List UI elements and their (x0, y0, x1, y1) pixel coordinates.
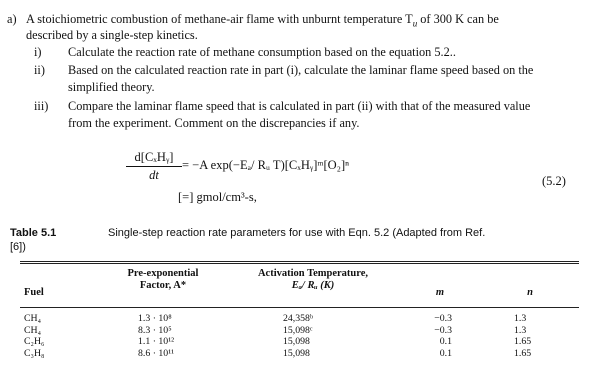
table-cell-activation: 24,358ᵇ (283, 313, 313, 324)
table-caption-text: Single-step reaction rate parameters for use with Eqn. 5.2 (Adapted from Ref. (108, 227, 486, 239)
table-cell-fuel: CH₄ (24, 313, 42, 324)
header-preexp-line-2: Factor, A* (139, 280, 187, 291)
header-act-line-1: Activation Temperature, (257, 268, 369, 279)
problem-label: a) (7, 12, 17, 26)
item-ii-line-2: simplified theory. (68, 80, 155, 94)
table-cell-n: 1.3 (514, 313, 527, 324)
table-cell-activation: 15,098 (283, 347, 310, 359)
column-preexponential (138, 313, 174, 359)
table-cell-preexp: 8.3 · 10⁵ (138, 324, 172, 336)
equation-rhs: = −A exp(−Eₐ/ Rᵤ T)[CₓHᵧ]ᵐ[O₂]ⁿ (182, 158, 350, 172)
problem-intro-text: A stoichiometric combustion of methane-air flame with unburnt temperature T (26, 12, 413, 26)
table-cell-preexp: 1.1 · 10¹² (138, 336, 175, 347)
table-cell-n: 1.3 (514, 324, 527, 336)
table-cell-fuel: C₂H₆ (24, 336, 45, 347)
header-n: n (527, 287, 533, 298)
table-top-rule (20, 261, 579, 262)
column-m (424, 313, 452, 359)
item-number-ii: ii) (34, 63, 45, 77)
column-activation (283, 313, 313, 359)
table-cell-m: 0.1 (439, 336, 452, 347)
column-fuel (24, 313, 44, 359)
table-caption-ref: [6]) (10, 241, 26, 253)
header-m: m (435, 287, 445, 298)
table-cell-activation: 15,098ᶜ (283, 324, 313, 336)
column-n (514, 313, 531, 359)
table-cell-m: −0.3 (434, 313, 452, 324)
table-caption-label: Table 5.1 (10, 227, 57, 239)
table-cell-n: 1.65 (514, 336, 532, 347)
item-i-line-1: Calculate the reaction rate of methane consumption based on the equation 5.2.. (68, 45, 456, 59)
table-cell-m: 0.1 (439, 347, 452, 359)
equation-numerator: d[CₓHᵧ] (126, 150, 182, 167)
equation-units: [=] gmol/cm³-s, (178, 190, 257, 204)
header-activation (238, 268, 388, 292)
header-preexp-line-1: Pre-exponential (127, 268, 199, 279)
table-cell-activation: 15,098 (283, 336, 310, 347)
table-header-rule (20, 307, 579, 308)
item-iii-line-1: Compare the laminar flame speed that is calculated in part (ii) with that of the measured value (68, 99, 531, 113)
equation-denominator: dt (149, 168, 159, 182)
table-cell-preexp: 1.3 · 10⁸ (138, 313, 172, 324)
equation-fraction (126, 150, 182, 183)
header-preexponential (108, 268, 218, 292)
table-cell-preexp: 8.6 · 10¹¹ (138, 347, 175, 359)
problem-intro-line-2: described by a single-step kinetics. (26, 28, 198, 42)
problem-intro-tail: of 300 K can be (417, 12, 499, 26)
table-top-rule-double (20, 263, 579, 264)
table-cell-n: 1.65 (514, 347, 532, 359)
item-number-iii: iii) (34, 99, 49, 113)
header-fuel: Fuel (24, 287, 44, 298)
equation-number: (5.2) (542, 174, 566, 188)
problem-intro-subscript: u (412, 18, 418, 29)
table-cell-fuel: C₃H₈ (24, 347, 45, 359)
table-cell-m: −0.3 (434, 324, 452, 336)
item-number-i: i) (34, 45, 42, 59)
item-ii-line-1: Based on the calculated reaction rate in part (i), calculate the laminar flame speed based on the (68, 63, 534, 77)
table-cell-fuel: CH₄ (24, 324, 42, 336)
item-iii-line-2: from the experiment. Comment on the discrepancies if any. (68, 116, 360, 130)
header-act-line-2: Eₐ/ Rᵤ (K) (291, 280, 335, 291)
